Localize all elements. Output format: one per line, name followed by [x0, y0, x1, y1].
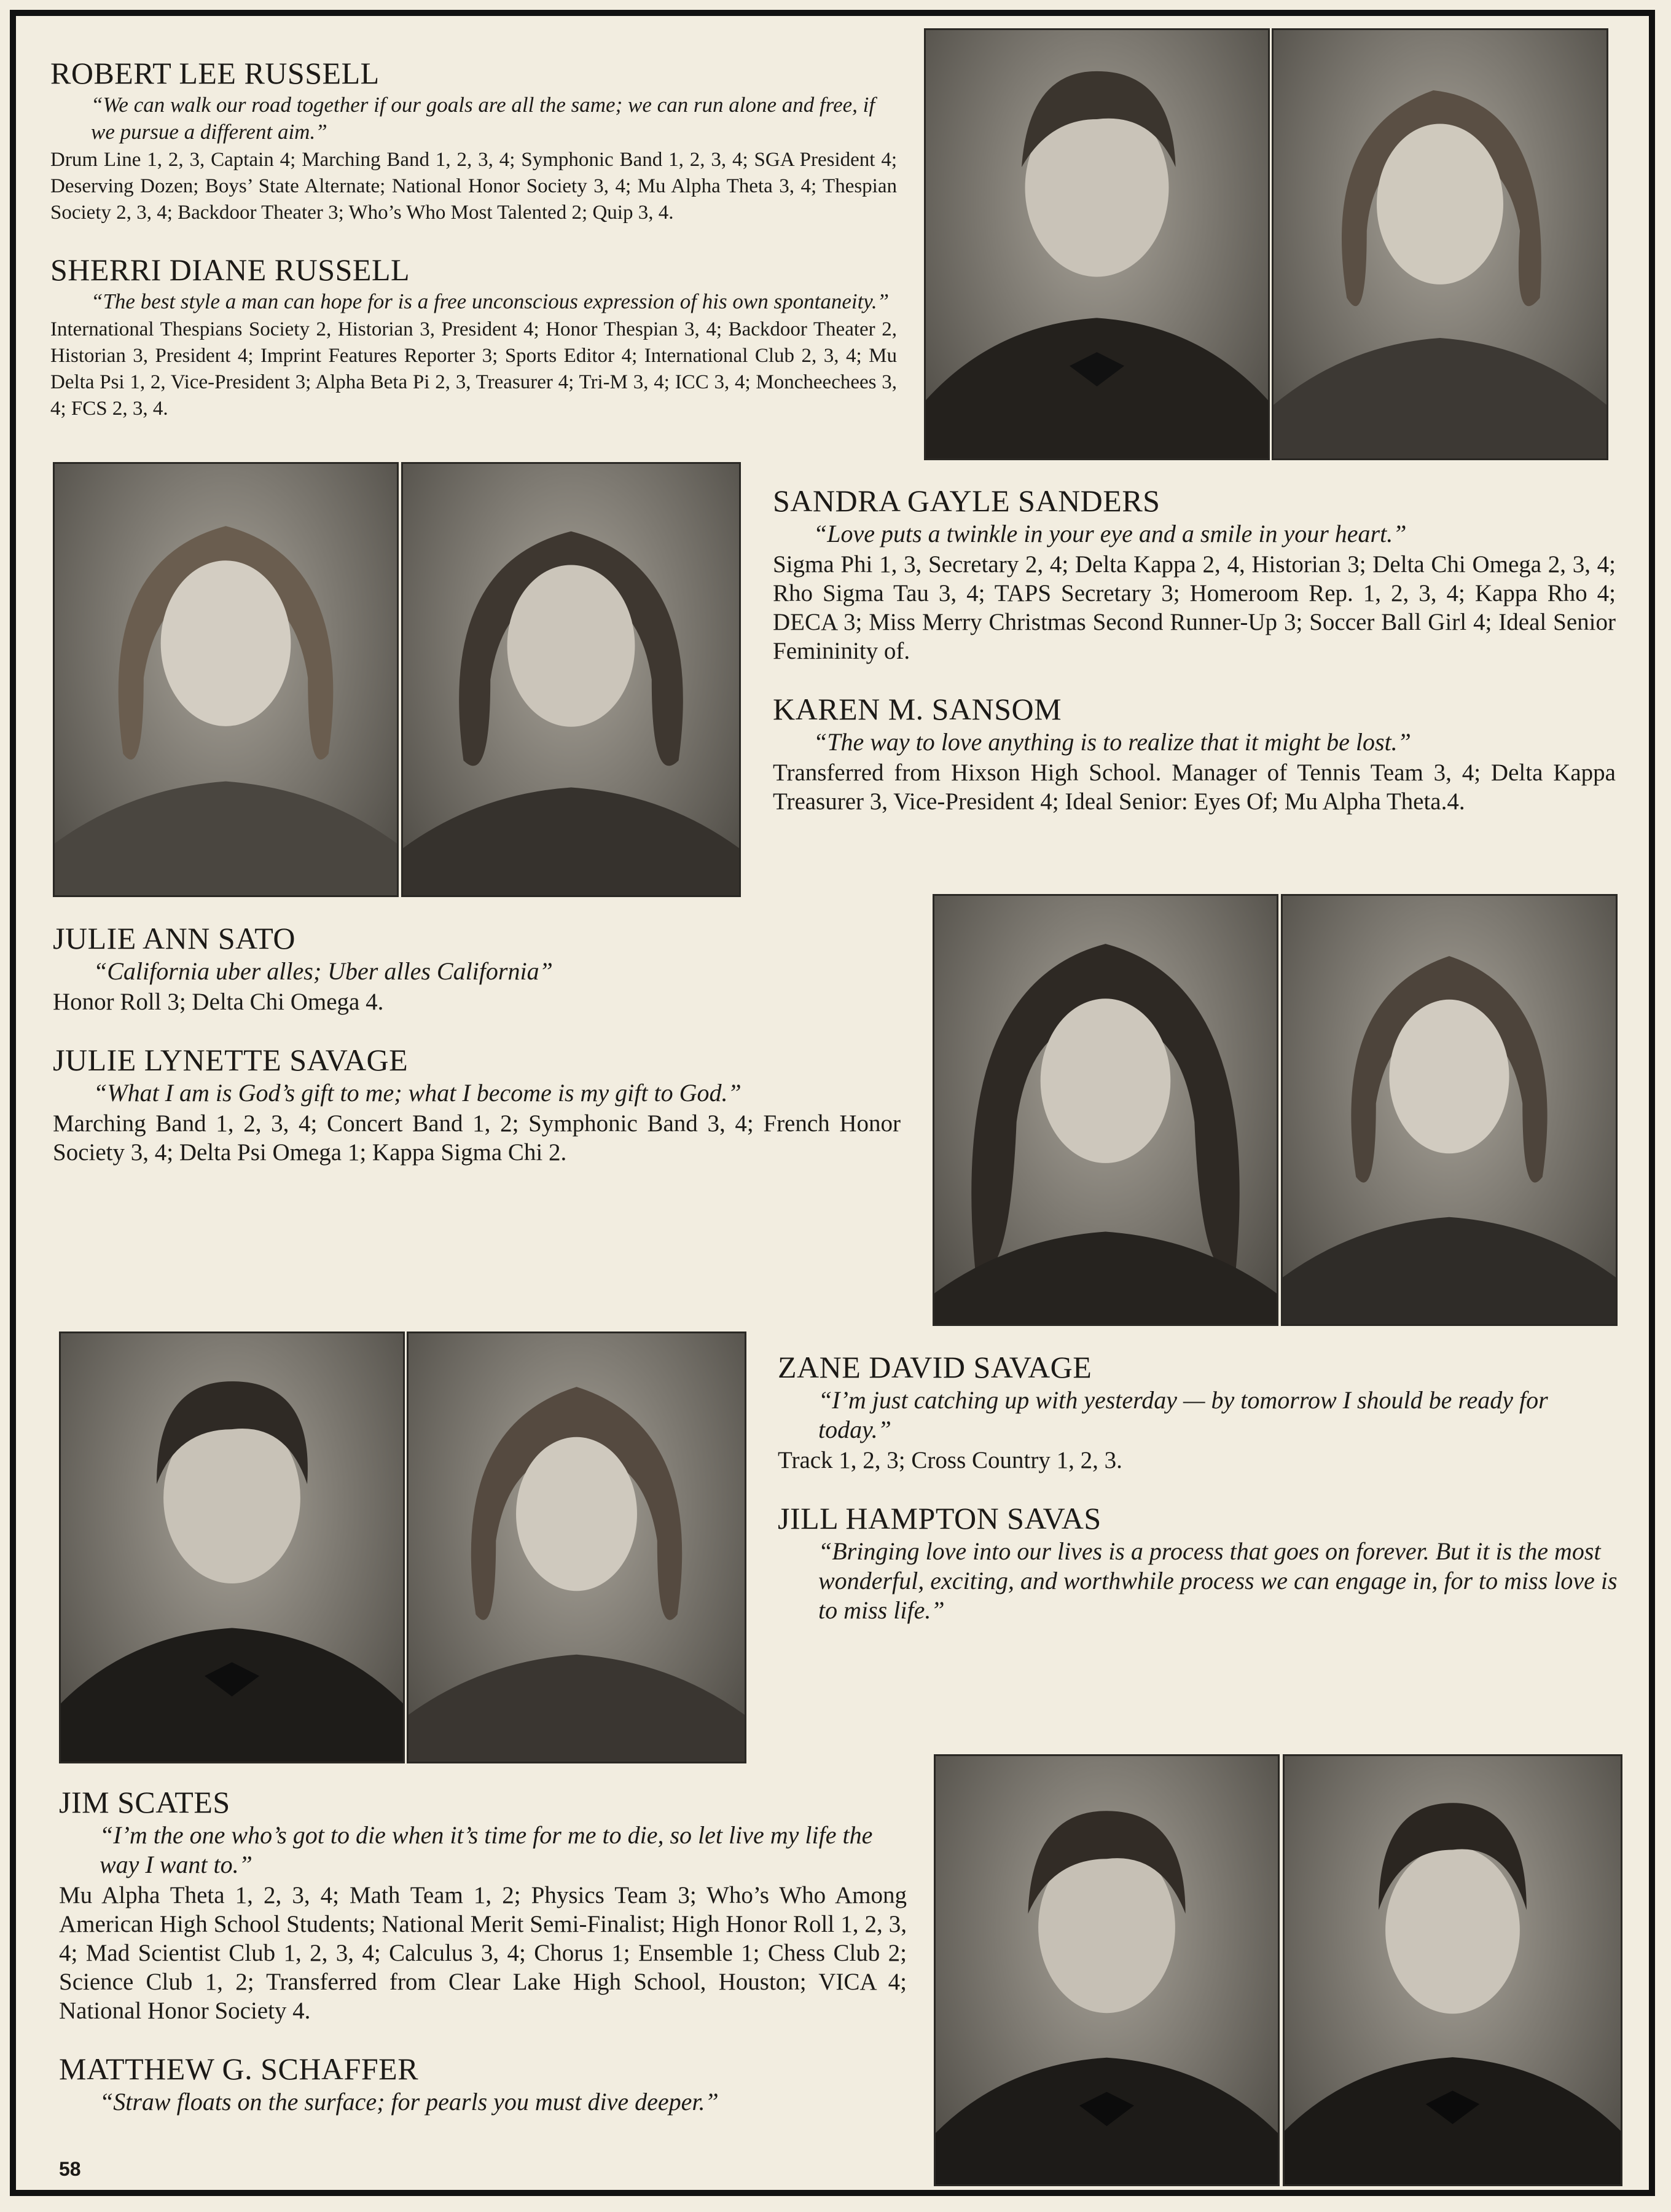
page-number: 58 [59, 2158, 81, 2180]
student-quote: “I’m the one who’s got to die when it’s time for me to die, so let live my life the way I want to.” [100, 1821, 873, 1878]
portrait-photo-sandra-gayle-sanders [53, 462, 399, 897]
portrait-photo-julie-ann-sato [933, 894, 1278, 1326]
male-portrait-graphic [1285, 1756, 1621, 2184]
student-activities: Track 1, 2, 3; Cross Country 1, 2, 3. [778, 1447, 1122, 1473]
female-portrait-graphic [403, 464, 739, 895]
student-name: JIM SCATES [59, 1785, 230, 1819]
student-activities: Sigma Phi 1, 3, Secretary 2, 4; Delta Kappa 2, 4, Historian 3; Delta Chi Omega 2, 3, 4; Rho Sigma Tau 3, 4; TAPS Secretary 3; Homeroom Rep. 1, 2, 3, 4; Kappa Rho 4; DECA 3; Miss Merry Christmas Second Runner-Up 3; Soccer Ball Girl 4; Ideal Senior Femininity of. [773, 551, 1616, 664]
student-name: JILL HAMPTON SAVAS [778, 1501, 1102, 1535]
female-portrait-graphic [1283, 896, 1616, 1324]
male-portrait-graphic [61, 1333, 403, 1762]
entry-julie-ann-sato [53, 922, 901, 1016]
text-block-sato-savage [53, 922, 901, 1194]
student-name: KAREN M. SANSOM [773, 692, 1062, 726]
entry-sandra-gayle-sanders [773, 484, 1616, 665]
student-quote: “Straw floats on the surface; for pearls you must dive deeper.” [100, 2088, 719, 2116]
entry-sherri-diane-russell [50, 253, 897, 422]
entry-robert-lee-russell [50, 57, 897, 226]
student-quote: “I’m just catching up with yesterday — by tomorrow I should be ready for today.” [818, 1386, 1548, 1443]
student-quote: “Love puts a twinkle in your eye and a smile in your heart.” [813, 520, 1407, 547]
text-block-scates-schaffer [59, 1786, 907, 2144]
student-name: MATTHEW G. SCHAFFER [59, 2052, 419, 2086]
student-activities: Drum Line 1, 2, 3, Captain 4; Marching Band 1, 2, 3, 4; Symphonic Band 1, 2, 3, 4; SGA President 4; Deserving Dozen; Boys’ State Alternate; National Honor Society 3, 4; Mu Alpha Theta 3, 4; Thespian Society 2, 3, 4; Backdoor Theater 3; Who’s Who Most Talented 2; Quip 3, 4. [50, 149, 897, 224]
entry-jim-scates [59, 1786, 907, 2025]
student-name: SHERRI DIANE RUSSELL [50, 253, 410, 287]
portrait-photo-julie-lynette-savage [1281, 894, 1618, 1326]
male-portrait-graphic [926, 30, 1268, 458]
entry-zane-david-savage [778, 1351, 1621, 1475]
student-name: JULIE LYNETTE SAVAGE [53, 1043, 409, 1077]
portrait-photo-jim-scates [934, 1754, 1280, 2186]
student-name: SANDRA GAYLE SANDERS [773, 484, 1160, 518]
student-quote: “The best style a man can hope for is a free unconscious expression of his own spontaneity.” [91, 289, 890, 313]
student-activities: Honor Roll 3; Delta Chi Omega 4. [53, 989, 384, 1015]
student-activities: Transferred from Hixson High School. Manager of Tennis Team 3, 4; Delta Kappa Treasurer 3, Vice-President 4; Ideal Senior: Eyes Of; Mu Alpha Theta.4. [773, 759, 1616, 815]
female-portrait-graphic [1274, 30, 1606, 458]
text-block-russell [50, 57, 897, 449]
portrait-photo-robert-lee-russell [924, 28, 1270, 460]
student-quote: “Bringing love into our lives is a process that goes on forever. But it is the most wonderful, exciting, and worthwhile process we can engage in, for to miss love is to miss life.” [818, 1537, 1618, 1624]
student-activities: International Thespians Society 2, Historian 3, President 4; Honor Thespian 3, 4; Backdoor Theater 2, Historian 3, President 4; Imprint Features Reporter 3; Sports Editor 4; International Club 2, 3, 4; Mu Delta Psi 1, 2, Vice-President 3; Alpha Beta Pi 2, 3, Treasurer 4; Tri-M 3, 4; ICC 3, 4; Moncheechees 3, 4; FCS 2, 3, 4. [50, 318, 897, 420]
student-name: ROBERT LEE RUSSELL [50, 56, 380, 90]
text-block-zane-jill [778, 1351, 1621, 1652]
portrait-photo-sherri-diane-russell [1272, 28, 1608, 460]
female-portrait-graphic [55, 464, 397, 895]
student-activities: Marching Band 1, 2, 3, 4; Concert Band 1, 2; Symphonic Band 3, 4; French Honor Society 3, 4; Delta Psi Omega 1; Kappa Sigma Chi 2. [53, 1110, 901, 1166]
student-name: ZANE DAVID SAVAGE [778, 1350, 1092, 1384]
portrait-photo-karen-m-sansom [401, 462, 741, 897]
student-activities: Mu Alpha Theta 1, 2, 3, 4; Math Team 1, 2; Physics Team 3; Who’s Who Among American High School Students; National Merit Semi-Finalist; High Honor Roll 1, 2, 3, 4; Mad Scientist Club 1, 2, 3, 4; Calculus 3, 4; Chorus 1; Ensemble 1; Chess Club 2; Science Club 1, 2; Transferred from Clear Lake High School, Houston; VICA 4; National Honor Society 4. [59, 1882, 907, 2024]
student-quote: “What I am is God’s gift to me; what I become is my gift to God.” [93, 1079, 742, 1107]
female-portrait-graphic [934, 896, 1277, 1324]
entry-julie-lynette-savage [53, 1043, 901, 1167]
portrait-photo-matthew-g-schaffer [1283, 1754, 1622, 2186]
student-quote: “The way to love anything is to realize that it might be lost.” [813, 728, 1411, 756]
portrait-photo-jill-hampton-savas [407, 1332, 746, 1763]
entry-jill-hampton-savas [778, 1502, 1621, 1625]
male-portrait-graphic [936, 1756, 1278, 2184]
text-block-sanders-sansom [773, 484, 1616, 843]
entry-karen-m-sansom [773, 692, 1616, 816]
student-quote: “California uber alles; Uber alles California” [93, 957, 553, 985]
student-quote: “We can walk our road together if our goals are all the same; we can run alone and free, if we pursue a different aim.” [91, 93, 875, 144]
female-portrait-graphic [409, 1333, 745, 1762]
student-name: JULIE ANN SATO [53, 921, 295, 955]
portrait-photo-zane-david-savage [59, 1332, 405, 1763]
entry-matthew-g-schaffer [59, 2052, 907, 2117]
